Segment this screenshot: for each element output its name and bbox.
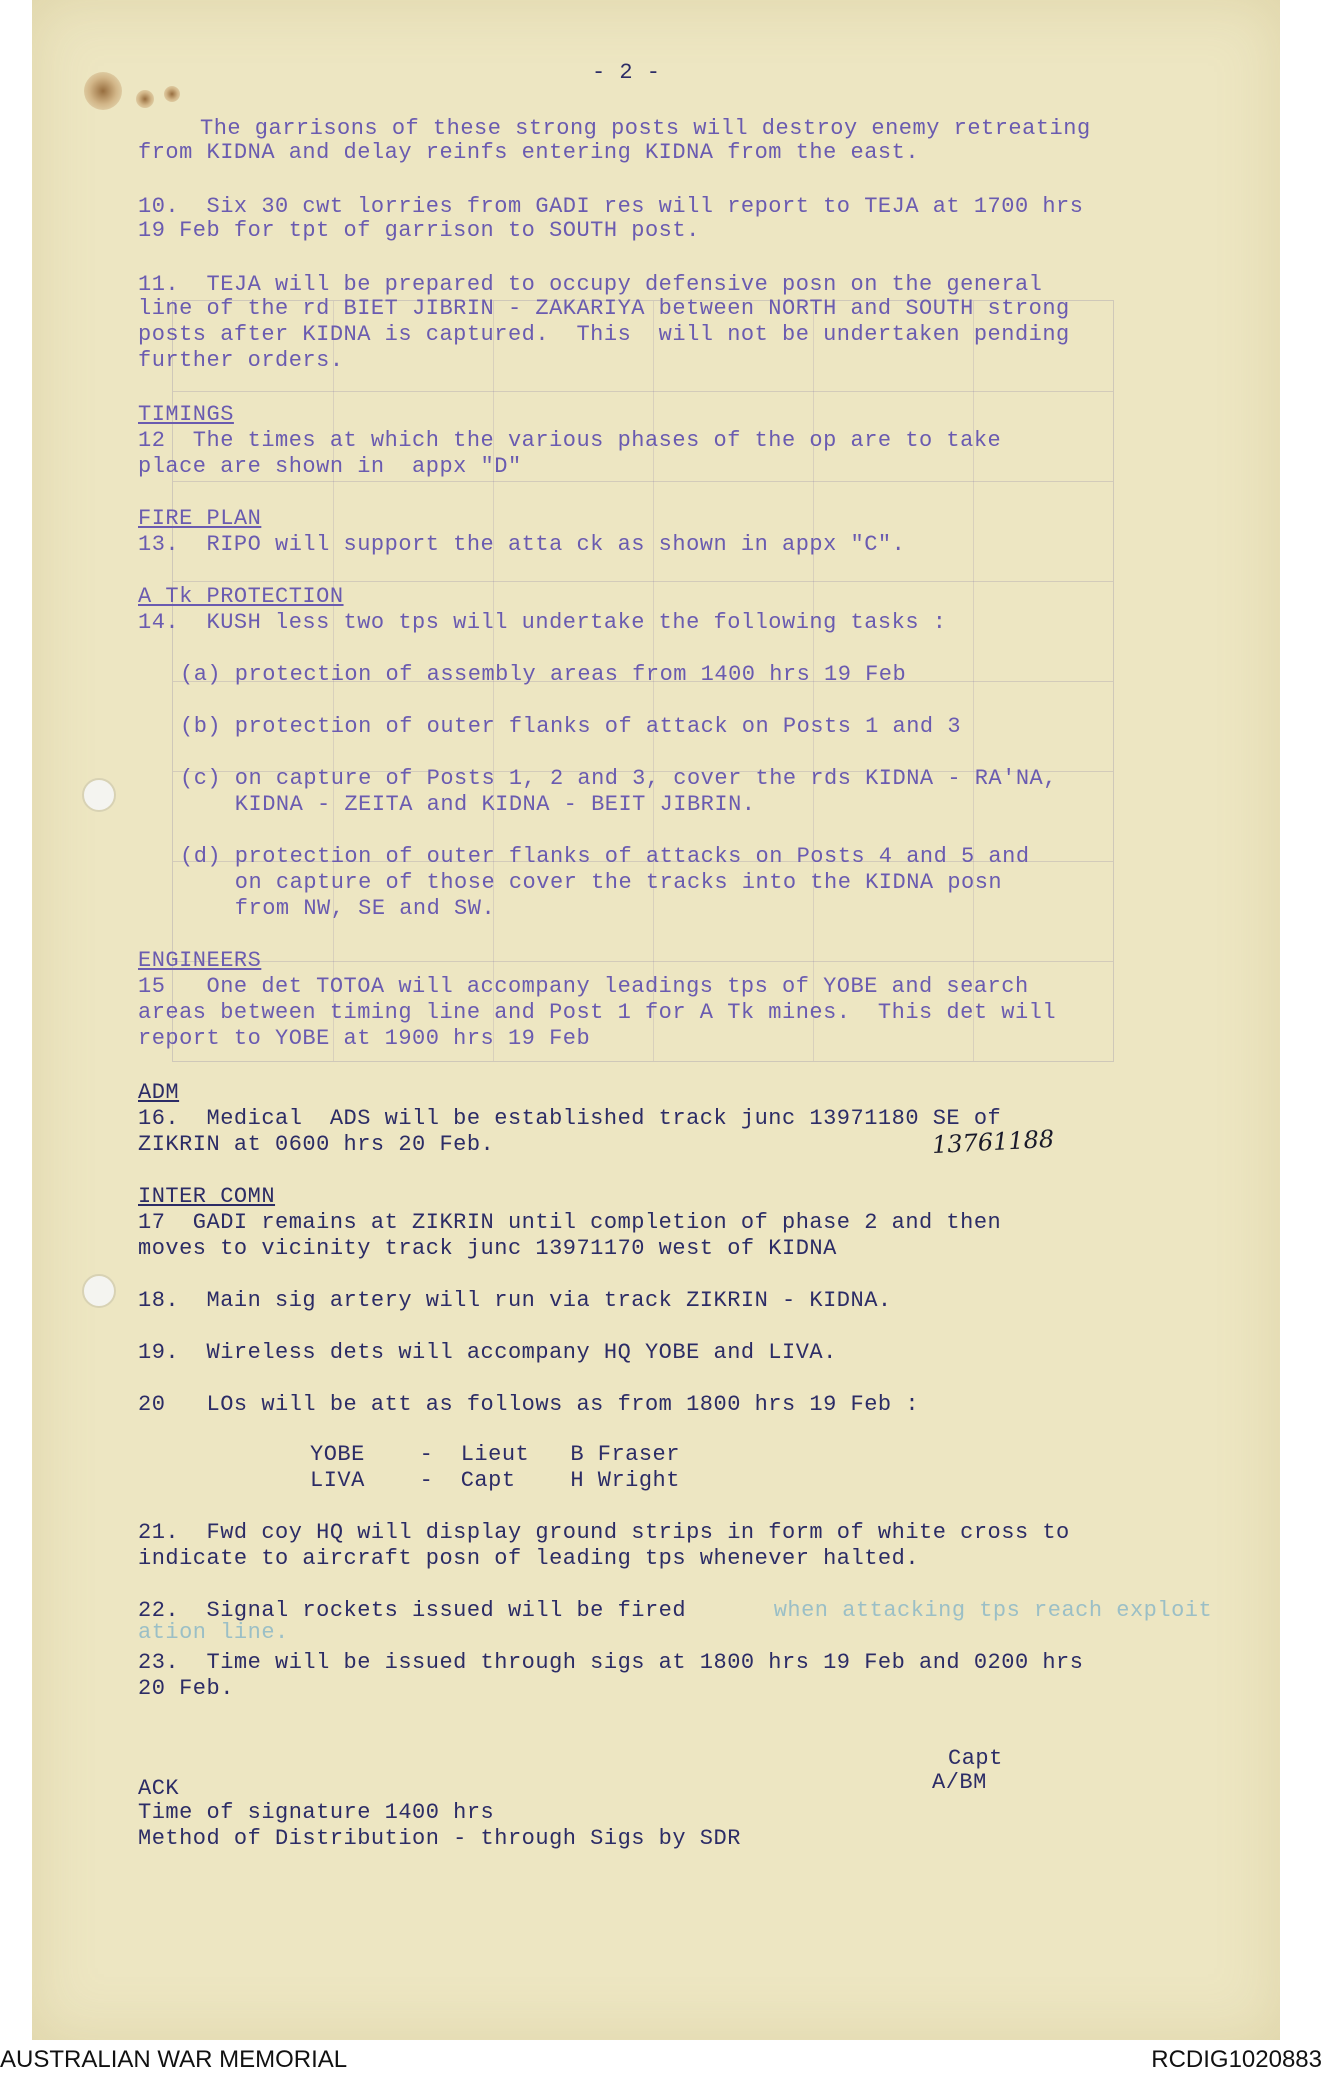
footer-left: AUSTRALIAN WAR MEMORIAL [0, 2046, 348, 2073]
para-14d-line-2: on capture of those cover the tracks into the KIDNA posn [180, 870, 1003, 895]
para-17-line-1: 17 GADI remains at ZIKRIN until completion of phase 2 and then [138, 1210, 1002, 1235]
para-19: 19. Wireless dets will accompany HQ YOBE and LIVA. [138, 1340, 837, 1365]
para-14a: (a) protection of assembly areas from 1400 hrs 19 Feb [180, 662, 907, 687]
para-12-line-2: place are shown in appx "D" [138, 454, 522, 479]
method-of-distribution: Method of Distribution - through Sigs by SDR [138, 1826, 741, 1851]
para-23-line-2: 20 Feb. [138, 1676, 234, 1701]
para-13: 13. RIPO will support the atta ck as shown in appx "C". [138, 532, 906, 557]
para-21-line-1: 21. Fwd coy HQ will display ground strips in form of white cross to [138, 1520, 1070, 1545]
para-11-line-3: posts after KIDNA is captured. This will not be undertaken pending [138, 322, 1070, 347]
page-number: - 2 - [592, 60, 661, 85]
lo-line-yobe: YOBE - Lieut B Fraser [310, 1442, 680, 1467]
inter-comn-heading: INTER COMN [138, 1184, 276, 1209]
adm-heading: ADM [138, 1080, 180, 1105]
para-14d-line-3: from NW, SE and SW. [180, 896, 496, 921]
signature-role: A/BM [932, 1770, 987, 1795]
para-22-ghost-1: when attacking tps reach exploit [760, 1598, 1213, 1623]
para-11-line-4: further orders. [138, 348, 344, 373]
punch-hole-top [82, 778, 116, 812]
para-20: 20 LOs will be att as follows as from 1800 hrs 19 Feb : [138, 1392, 920, 1417]
para-10-line-2: 19 Feb for tpt of garrison to SOUTH post. [138, 218, 700, 243]
garrisons-line-1: The garrisons of these strong posts will destroy enemy retreating [200, 116, 1091, 141]
para-15-line-2: areas between timing line and Post 1 for A Tk mines. This det will [138, 1000, 1057, 1025]
garrisons-line-2: from KIDNA and delay reinfs entering KIDNA from the east. [138, 140, 920, 165]
para-14b: (b) protection of outer flanks of attack on Posts 1 and 3 [180, 714, 962, 739]
para-14c-line-2: KIDNA - ZEITA and KIDNA - BEIT JIBRIN. [180, 792, 756, 817]
para-11-line-1: 11. TEJA will be prepared to occupy defensive posn on the general [138, 272, 1043, 297]
engineers-heading: ENGINEERS [138, 948, 262, 973]
para-14: 14. KUSH less two tps will undertake the following tasks : [138, 610, 947, 635]
para-21-line-2: indicate to aircraft posn of leading tps whenever halted. [138, 1546, 920, 1571]
para-12-line-1: 12 The times at which the various phases of the op are to take [138, 428, 1002, 453]
punch-hole-bottom [82, 1274, 116, 1308]
fire-plan-heading: FIRE PLAN [138, 506, 262, 531]
ack-label: ACK [138, 1776, 180, 1801]
time-of-signature: Time of signature 1400 hrs [138, 1800, 495, 1825]
para-16-line-2: ZIKRIN at 0600 hrs 20 Feb. [138, 1132, 495, 1157]
para-10-line-1: 10. Six 30 cwt lorries from GADI res will report to TEJA at 1700 hrs [138, 194, 1084, 219]
document-page [32, 0, 1280, 2040]
rust-stain [84, 72, 122, 110]
para-11-line-2: line of the rd BIET JIBRIN - ZAKARIYA between NORTH and SOUTH strong [138, 296, 1070, 321]
footer-right: RCDIG1020883 [1151, 2046, 1322, 2073]
rust-stain-small-2 [164, 86, 180, 102]
para-16-line-1: 16. Medical ADS will be established track junc 13971180 SE of [138, 1106, 1002, 1131]
rust-stain-small [136, 90, 154, 108]
para-15-line-3: report to YOBE at 1900 hrs 19 Feb [138, 1026, 591, 1051]
para-22-ghost-2: ation line. [138, 1620, 289, 1645]
timings-heading: TIMINGS [138, 402, 234, 427]
para-14d-line-1: (d) protection of outer flanks of attacks on Posts 4 and 5 and [180, 844, 1030, 869]
para-14c-line-1: (c) on capture of Posts 1, 2 and 3, cover the rds KIDNA - RA'NA, [180, 766, 1057, 791]
para-23-line-1: 23. Time will be issued through sigs at 1800 hrs 19 Feb and 0200 hrs [138, 1650, 1084, 1675]
handwritten-correction: 13761188 [931, 1124, 1055, 1160]
lo-line-liva: LIVA - Capt H Wright [310, 1468, 680, 1493]
atk-protection-heading: A Tk PROTECTION [138, 584, 344, 609]
para-18: 18. Main sig artery will run via track ZIKRIN - KIDNA. [138, 1288, 892, 1313]
signature-rank: Capt [948, 1746, 1003, 1771]
para-15-line-1: 15 One det TOTOA will accompany leadings tps of YOBE and search [138, 974, 1029, 999]
para-17-line-2: moves to vicinity track junc 13971170 west of KIDNA [138, 1236, 837, 1261]
para-22-line-1: 22. Signal rockets issued will be fired [138, 1598, 687, 1623]
